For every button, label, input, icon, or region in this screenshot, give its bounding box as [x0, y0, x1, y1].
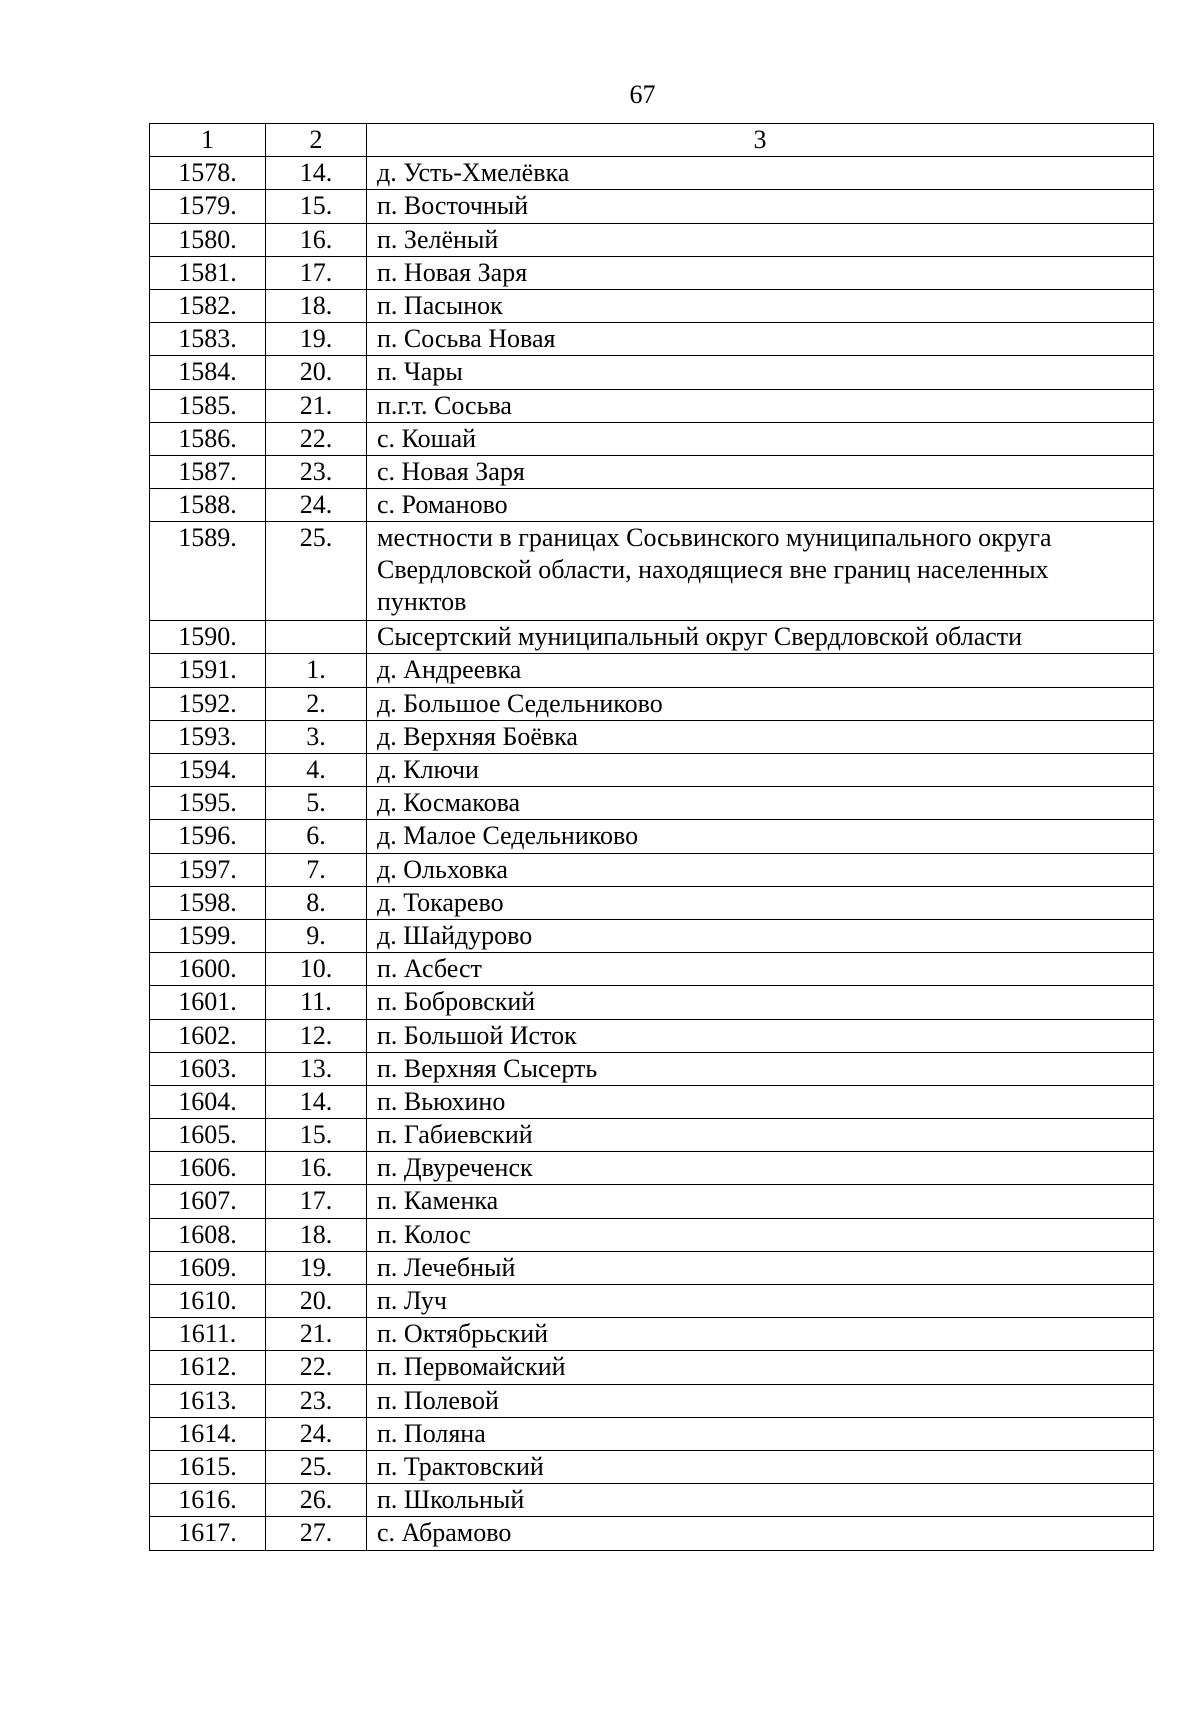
row-number-cell: 1612.: [150, 1351, 266, 1384]
row-number-cell: 1596.: [150, 820, 266, 853]
table-row: [150, 1119, 1154, 1152]
row-name-cell: п. Двуреченск: [367, 1152, 1154, 1185]
row-name-cell: п. Асбест: [367, 953, 1154, 986]
row-name-cell: д. Ключи: [367, 754, 1154, 787]
table-row: [150, 1417, 1154, 1450]
row-number-cell: 1589.: [150, 522, 266, 621]
row-number-cell: 1601.: [150, 986, 266, 1019]
row-sub-number-cell: 19.: [266, 323, 367, 356]
row-sub-number-cell: 18.: [266, 1218, 367, 1251]
row-number-cell: 1579.: [150, 190, 266, 223]
row-name-cell: п. Трактовский: [367, 1450, 1154, 1483]
row-number-cell: 1603.: [150, 1052, 266, 1085]
row-name-cell: д. Верхняя Боёвка: [367, 720, 1154, 753]
table-row: [150, 1019, 1154, 1052]
row-name-cell: д. Космакова: [367, 787, 1154, 820]
row-number-cell: 1613.: [150, 1384, 266, 1417]
row-sub-number-cell: 13.: [266, 1052, 367, 1085]
row-name-cell: с. Кошай: [367, 422, 1154, 455]
row-number-cell: 1602.: [150, 1019, 266, 1052]
row-number-cell: 1584.: [150, 356, 266, 389]
row-sub-number-cell: 3.: [266, 720, 367, 753]
row-name-cell: д. Большое Седельниково: [367, 687, 1154, 720]
row-number-cell: 1614.: [150, 1417, 266, 1450]
row-sub-number-cell: 22.: [266, 1351, 367, 1384]
table-row: [150, 389, 1154, 422]
row-name-cell: п. Большой Исток: [367, 1019, 1154, 1052]
row-name-cell: п. Поляна: [367, 1417, 1154, 1450]
row-sub-number-cell: 11.: [266, 986, 367, 1019]
row-name-cell: с. Романово: [367, 489, 1154, 522]
row-name-cell: п. Зелёный: [367, 223, 1154, 256]
row-number-cell: 1593.: [150, 720, 266, 753]
row-sub-number-cell: 15.: [266, 1119, 367, 1152]
row-number-cell: 1606.: [150, 1152, 266, 1185]
table-row: [150, 1085, 1154, 1118]
row-name-cell: местности в границах Сосьвинского муниципального округа Свердловской области, находящиеся вне границ населенных пунктов: [367, 522, 1154, 621]
table-row: [150, 422, 1154, 455]
row-name-cell: п. Новая Заря: [367, 256, 1154, 289]
header-col-2: 2: [266, 124, 367, 157]
row-number-cell: 1588.: [150, 489, 266, 522]
row-name-cell: д. Усть-Хмелёвка: [367, 157, 1154, 190]
row-name-cell: п.г.т. Сосьва: [367, 389, 1154, 422]
row-name-cell: д. Андреевка: [367, 654, 1154, 687]
row-name-cell: п. Восточный: [367, 190, 1154, 223]
row-number-cell: 1599.: [150, 919, 266, 952]
table-row: [150, 256, 1154, 289]
table-header-row: [150, 124, 1154, 157]
row-name-cell: п. Октябрьский: [367, 1318, 1154, 1351]
table-row: [150, 1185, 1154, 1218]
table-row: [150, 654, 1154, 687]
row-name-cell: п. Колос: [367, 1218, 1154, 1251]
row-sub-number-cell: 25.: [266, 1450, 367, 1483]
row-sub-number-cell: 19.: [266, 1251, 367, 1284]
row-name-cell: д. Ольховка: [367, 853, 1154, 886]
settlements-table: [149, 123, 1154, 1551]
row-name-cell: п. Каменка: [367, 1185, 1154, 1218]
row-number-cell: 1600.: [150, 953, 266, 986]
table-row: [150, 356, 1154, 389]
row-name-cell: п. Сосьва Новая: [367, 323, 1154, 356]
row-name-cell: п. Чары: [367, 356, 1154, 389]
row-number-cell: 1591.: [150, 654, 266, 687]
row-name-cell: с. Абрамово: [367, 1517, 1154, 1550]
row-number-cell: 1587.: [150, 455, 266, 488]
row-sub-number-cell: 17.: [266, 256, 367, 289]
table-row: [150, 986, 1154, 1019]
row-sub-number-cell: 8.: [266, 886, 367, 919]
row-sub-number-cell: 20.: [266, 1285, 367, 1318]
row-number-cell: 1616.: [150, 1484, 266, 1517]
row-number-cell: 1605.: [150, 1119, 266, 1152]
table-row: [150, 323, 1154, 356]
table-row: [150, 1052, 1154, 1085]
row-name-cell: п. Первомайский: [367, 1351, 1154, 1384]
table-row: [150, 223, 1154, 256]
row-sub-number-cell: 23.: [266, 1384, 367, 1417]
row-sub-number-cell: 14.: [266, 157, 367, 190]
table-row: [150, 190, 1154, 223]
table-row: [150, 919, 1154, 952]
table-row: [150, 787, 1154, 820]
row-number-cell: 1580.: [150, 223, 266, 256]
table-row: [150, 1517, 1154, 1550]
row-number-cell: 1585.: [150, 389, 266, 422]
table-row: [150, 522, 1154, 621]
row-sub-number-cell: 5.: [266, 787, 367, 820]
row-sub-number-cell: 16.: [266, 223, 367, 256]
row-number-cell: 1617.: [150, 1517, 266, 1550]
header-col-1: 1: [150, 124, 266, 157]
row-number-cell: 1607.: [150, 1185, 266, 1218]
table-body: [150, 157, 1154, 1550]
table-row: [150, 1450, 1154, 1483]
table-row: [150, 1484, 1154, 1517]
table-row: [150, 754, 1154, 787]
row-number-cell: 1598.: [150, 886, 266, 919]
row-sub-number-cell: 23.: [266, 455, 367, 488]
row-number-cell: 1615.: [150, 1450, 266, 1483]
row-sub-number-cell: 10.: [266, 953, 367, 986]
table-row: [150, 489, 1154, 522]
row-name-cell: п. Школьный: [367, 1484, 1154, 1517]
row-name-cell: п. Верхняя Сысерть: [367, 1052, 1154, 1085]
row-name-cell: п. Вьюхино: [367, 1085, 1154, 1118]
table-row: [150, 1384, 1154, 1417]
table-row: [150, 853, 1154, 886]
table-row: [150, 1152, 1154, 1185]
row-number-cell: 1604.: [150, 1085, 266, 1118]
row-name-cell: п. Габиевский: [367, 1119, 1154, 1152]
table-row: [150, 157, 1154, 190]
row-sub-number-cell: 25.: [266, 522, 367, 621]
row-sub-number-cell: 14.: [266, 1085, 367, 1118]
table-row: [150, 289, 1154, 322]
row-number-cell: 1586.: [150, 422, 266, 455]
row-sub-number-cell: [266, 621, 367, 654]
table-row: [150, 953, 1154, 986]
row-name-cell: д. Токарево: [367, 886, 1154, 919]
row-sub-number-cell: 4.: [266, 754, 367, 787]
row-name-cell: Сысертский муниципальный округ Свердловской области: [367, 621, 1154, 654]
row-sub-number-cell: 20.: [266, 356, 367, 389]
row-number-cell: 1611.: [150, 1318, 266, 1351]
row-number-cell: 1595.: [150, 787, 266, 820]
table-row: [150, 886, 1154, 919]
row-sub-number-cell: 16.: [266, 1152, 367, 1185]
row-name-cell: с. Новая Заря: [367, 455, 1154, 488]
table-row: [150, 820, 1154, 853]
header-col-3: 3: [367, 124, 1154, 157]
row-number-cell: 1578.: [150, 157, 266, 190]
row-sub-number-cell: 21.: [266, 389, 367, 422]
row-sub-number-cell: 15.: [266, 190, 367, 223]
table-row: [150, 621, 1154, 654]
row-sub-number-cell: 2.: [266, 687, 367, 720]
table-row: [150, 1351, 1154, 1384]
row-sub-number-cell: 12.: [266, 1019, 367, 1052]
row-name-cell: п. Полевой: [367, 1384, 1154, 1417]
row-name-cell: п. Лечебный: [367, 1251, 1154, 1284]
row-number-cell: 1590.: [150, 621, 266, 654]
row-sub-number-cell: 17.: [266, 1185, 367, 1218]
row-name-cell: д. Малое Седельниково: [367, 820, 1154, 853]
row-number-cell: 1610.: [150, 1285, 266, 1318]
row-name-cell: д. Шайдурово: [367, 919, 1154, 952]
row-sub-number-cell: 27.: [266, 1517, 367, 1550]
table-row: [150, 720, 1154, 753]
table-row: [150, 1218, 1154, 1251]
row-sub-number-cell: 22.: [266, 422, 367, 455]
table-row: [150, 455, 1154, 488]
row-sub-number-cell: 6.: [266, 820, 367, 853]
row-number-cell: 1583.: [150, 323, 266, 356]
row-name-cell: п. Луч: [367, 1285, 1154, 1318]
page-number: 67: [629, 80, 656, 109]
table-row: [150, 1285, 1154, 1318]
row-number-cell: 1597.: [150, 853, 266, 886]
row-number-cell: 1581.: [150, 256, 266, 289]
row-sub-number-cell: 1.: [266, 654, 367, 687]
table-row: [150, 1318, 1154, 1351]
row-sub-number-cell: 24.: [266, 489, 367, 522]
row-sub-number-cell: 9.: [266, 919, 367, 952]
row-number-cell: 1594.: [150, 754, 266, 787]
row-number-cell: 1608.: [150, 1218, 266, 1251]
row-sub-number-cell: 26.: [266, 1484, 367, 1517]
row-name-cell: п. Пасынок: [367, 289, 1154, 322]
row-sub-number-cell: 24.: [266, 1417, 367, 1450]
row-sub-number-cell: 7.: [266, 853, 367, 886]
row-name-cell: п. Бобровский: [367, 986, 1154, 1019]
row-sub-number-cell: 21.: [266, 1318, 367, 1351]
row-sub-number-cell: 18.: [266, 289, 367, 322]
row-number-cell: 1582.: [150, 289, 266, 322]
table-row: [150, 687, 1154, 720]
table-row: [150, 1251, 1154, 1284]
row-number-cell: 1592.: [150, 687, 266, 720]
row-number-cell: 1609.: [150, 1251, 266, 1284]
